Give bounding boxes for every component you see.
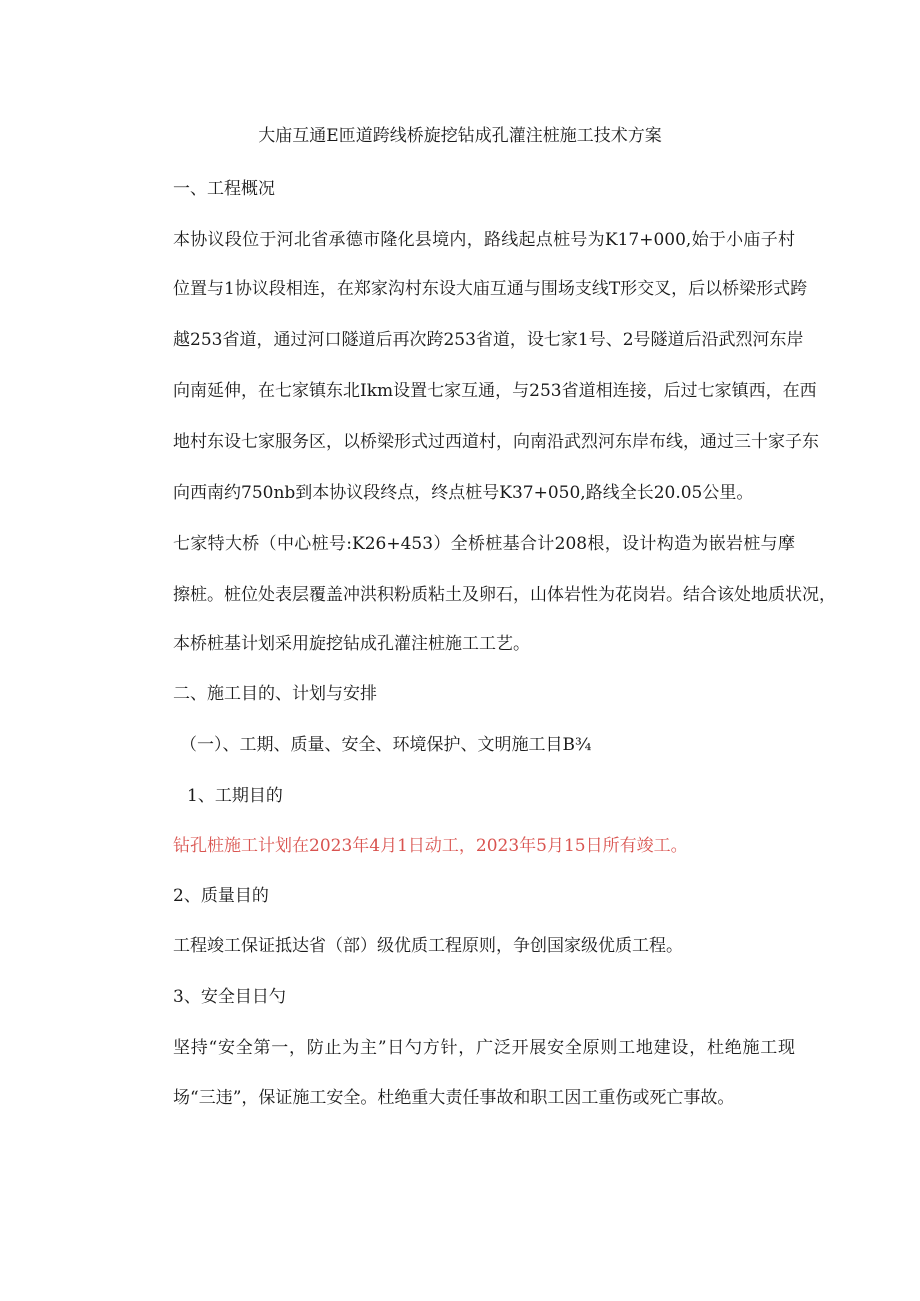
item-heading-quality: 2、质量目的 xyxy=(173,886,269,906)
schedule-text: 钻孔桩施工计划在2023年4月1日动工，2023年5月15日所有竣工。 xyxy=(173,836,688,856)
overview-paragraph-line: 位置与1协议段相连，在郑家沟村东设大庙互通与围场支线T形交叉，后以桥梁形式跨 xyxy=(173,279,808,299)
section-heading-overview: 一、工程概况 xyxy=(173,179,275,199)
overview-paragraph-line: 向西南约750nb到本协议段终点，终点桩号K37+050,路线全长20.05公里。 xyxy=(173,483,754,503)
bridge-paragraph-line: 本桥桩基计划采用旋挖钻成孔灌注桩施工工艺。 xyxy=(173,634,530,654)
document-title: 大庙互通E匝道跨线桥旋挖钻成孔灌注桩施工技术方案 xyxy=(258,126,662,146)
safety-text-line: 坚持“安全第一，防止为主”日勺方针，广泛开展安全原则工地建设，杜绝施工现 xyxy=(173,1038,795,1058)
quality-text: 工程竣工保证抵达省（部）级优质工程原则，争创国家级优质工程。 xyxy=(173,936,683,956)
subsection-heading-goals: （一）、工期、质量、安全、环境保护、文明施工目B¾ xyxy=(180,735,592,755)
overview-paragraph-line: 地村东设七家服务区，以桥梁形式过西道村，向南沿武烈河东岸布线，通过三十家子东 xyxy=(173,432,819,452)
overview-paragraph-line: 向南延伸，在七家镇东北Ikm设置七家互通，与253省道相连接，后过七家镇西，在西 xyxy=(173,381,817,401)
bridge-paragraph-line: 七家特大桥（中心桩号:K26+453）全桥桩基合计208根，设计构造为嵌岩桩与摩 xyxy=(173,534,795,554)
overview-paragraph-line: 越253省道，通过河口隧道后再次跨253省道，设七家1号、2号隧道后沿武烈河东岸 xyxy=(173,330,804,350)
section-heading-plan: 二、施工目的、计划与安排 xyxy=(173,684,377,704)
overview-paragraph-line: 本协议段位于河北省承德市隆化县境内，路线起点桩号为K17+000,始于小庙子村 xyxy=(173,230,795,250)
safety-text-line: 场“三违”，保证施工安全。杜绝重大责任事故和职工因工重伤或死亡事故。 xyxy=(173,1088,735,1108)
item-heading-schedule: 1、工期目的 xyxy=(187,786,283,806)
item-heading-safety: 3、安全目日勺 xyxy=(173,987,286,1007)
bridge-paragraph-line: 擦桩。桩位处表层覆盖冲洪积粉质粘土及卵石，山体岩性为花岗岩。结合该处地质状况， xyxy=(173,585,836,605)
